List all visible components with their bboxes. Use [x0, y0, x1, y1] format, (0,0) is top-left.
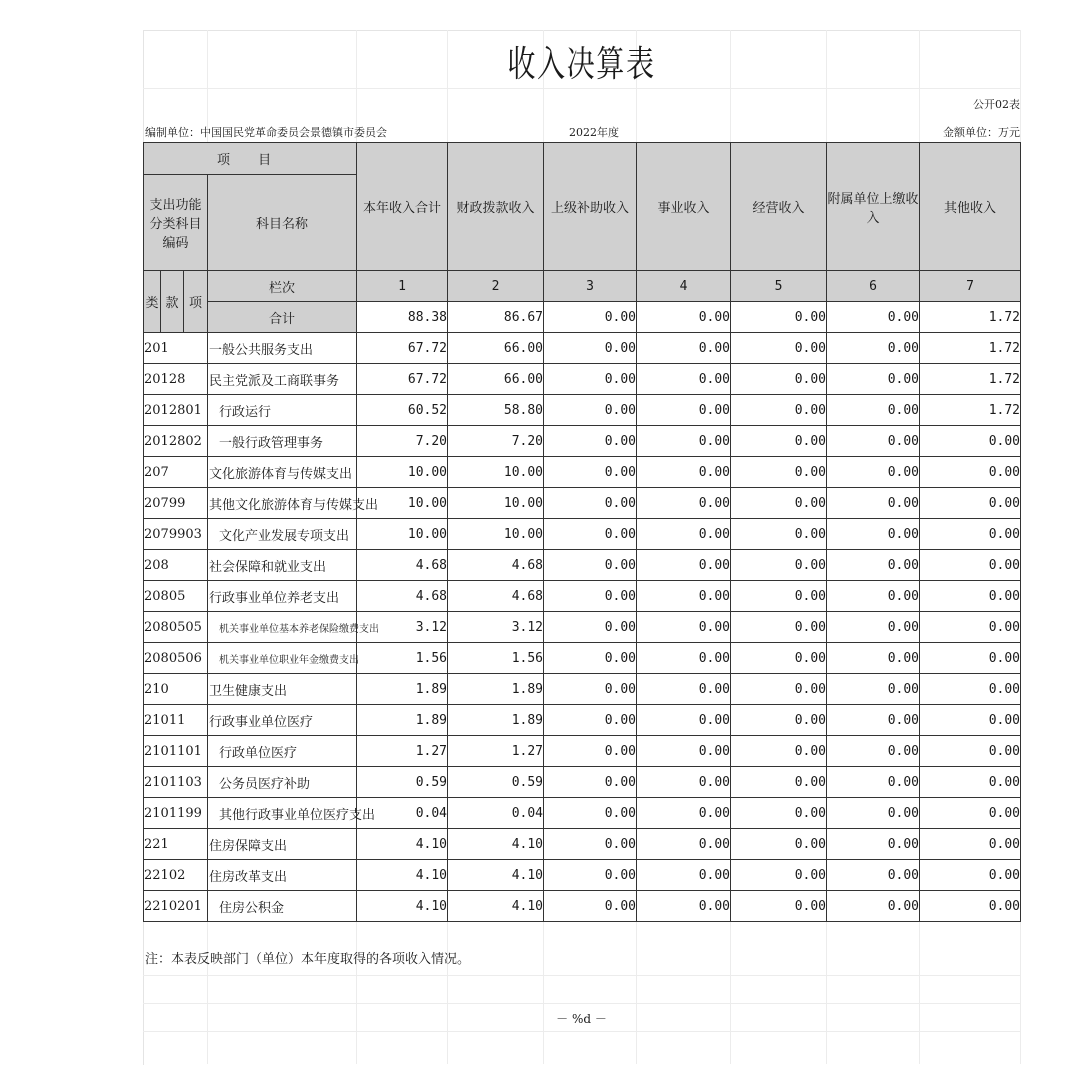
row-value: 0.00	[827, 767, 920, 798]
row-value: 0.00	[637, 550, 731, 581]
row-code: 22102	[144, 860, 208, 891]
row-value: 0.00	[637, 333, 731, 364]
gridline	[143, 975, 1020, 976]
page-number: － %d －	[556, 1012, 607, 1026]
row-value: 0.00	[544, 767, 637, 798]
row-value: 0.00	[920, 891, 1021, 922]
row-value: 0.00	[637, 829, 731, 860]
row-value: 10.00	[357, 488, 448, 519]
row-value: 0.00	[827, 798, 920, 829]
row-value: 0.00	[637, 767, 731, 798]
total-value: 1.72	[920, 302, 1021, 333]
row-value: 58.80	[448, 395, 544, 426]
row-code: 2101103	[144, 767, 208, 798]
row-value: 0.00	[920, 581, 1021, 612]
row-value: 4.68	[357, 581, 448, 612]
row-value: 1.56	[357, 643, 448, 674]
row-code: 20805	[144, 581, 208, 612]
total-value: 0.00	[731, 302, 827, 333]
table-row	[144, 736, 1021, 767]
row-value: 3.12	[448, 612, 544, 643]
table-note: 注：本表反映部门（单位）本年度取得的各项收入情况。	[145, 952, 471, 967]
table-row	[144, 550, 1021, 581]
row-value: 4.10	[448, 891, 544, 922]
table-row	[144, 612, 1021, 643]
row-subject-name: 文化产业发展专项支出	[208, 519, 357, 550]
row-value: 1.27	[448, 736, 544, 767]
compiling-unit: 编制单位：中国国民党革命委员会景德镇市委员会	[145, 126, 387, 139]
row-value: 0.00	[920, 488, 1021, 519]
total-value: 0.00	[637, 302, 731, 333]
header-lei: 类	[144, 271, 161, 333]
header-col-7: 其他收入	[920, 143, 1021, 271]
table-row	[144, 333, 1021, 364]
row-value: 0.00	[637, 891, 731, 922]
row-value: 10.00	[357, 457, 448, 488]
row-value: 0.00	[544, 829, 637, 860]
row-subject-name: 住房公积金	[208, 891, 357, 922]
table-row	[144, 488, 1021, 519]
row-subject-name: 机关事业单位职业年金缴费支出	[208, 643, 357, 674]
row-value: 0.00	[827, 395, 920, 426]
row-value: 1.89	[357, 705, 448, 736]
row-value: 4.10	[357, 829, 448, 860]
row-value: 0.00	[827, 674, 920, 705]
row-code: 208	[144, 550, 208, 581]
row-value: 7.20	[357, 426, 448, 457]
row-code: 20799	[144, 488, 208, 519]
income-table	[143, 142, 1021, 922]
row-value: 0.00	[637, 364, 731, 395]
row-value: 10.00	[448, 488, 544, 519]
table-row	[144, 426, 1021, 457]
row-value: 0.00	[637, 798, 731, 829]
row-code: 2012802	[144, 426, 208, 457]
row-value: 4.68	[448, 581, 544, 612]
row-value: 10.00	[448, 457, 544, 488]
header-func-code: 支出功能分类科目编码	[144, 175, 208, 271]
column-index: 3	[544, 271, 637, 302]
row-value: 7.20	[448, 426, 544, 457]
row-value: 0.00	[920, 798, 1021, 829]
row-value: 0.00	[544, 736, 637, 767]
table-row	[144, 395, 1021, 426]
table-row	[144, 643, 1021, 674]
row-value: 0.00	[920, 550, 1021, 581]
row-code: 21011	[144, 705, 208, 736]
row-value: 1.89	[357, 674, 448, 705]
row-value: 4.10	[357, 860, 448, 891]
row-value: 66.00	[448, 364, 544, 395]
row-value: 0.00	[637, 581, 731, 612]
row-value: 0.00	[544, 550, 637, 581]
row-code: 2210201	[144, 891, 208, 922]
column-index: 5	[731, 271, 827, 302]
row-value: 0.00	[731, 798, 827, 829]
row-value: 0.00	[637, 488, 731, 519]
row-code: 2101199	[144, 798, 208, 829]
row-value: 0.00	[827, 488, 920, 519]
total-label: 合计	[208, 302, 357, 333]
row-value: 0.00	[544, 581, 637, 612]
row-code: 2101101	[144, 736, 208, 767]
row-value: 0.00	[731, 364, 827, 395]
row-value: 0.00	[920, 612, 1021, 643]
header-col-3: 上级补助收入	[544, 143, 637, 271]
header-col-6: 附属单位上缴收入	[827, 143, 920, 271]
row-value: 60.52	[357, 395, 448, 426]
row-value: 0.00	[920, 767, 1021, 798]
row-subject-name: 行政事业单位养老支出	[208, 581, 357, 612]
row-value: 0.00	[827, 736, 920, 767]
header-lanci: 栏次	[208, 271, 357, 302]
row-value: 4.10	[357, 891, 448, 922]
row-code: 20128	[144, 364, 208, 395]
row-value: 0.00	[731, 705, 827, 736]
row-value: 0.00	[827, 860, 920, 891]
row-value: 0.00	[827, 426, 920, 457]
row-value: 0.00	[731, 767, 827, 798]
row-value: 0.00	[731, 457, 827, 488]
row-value: 0.00	[827, 581, 920, 612]
row-subject-name: 住房改革支出	[208, 860, 357, 891]
row-code: 2012801	[144, 395, 208, 426]
row-subject-name: 一般公共服务支出	[208, 333, 357, 364]
row-value: 0.00	[731, 643, 827, 674]
row-value: 0.00	[731, 891, 827, 922]
column-index: 7	[920, 271, 1021, 302]
row-value: 0.00	[544, 798, 637, 829]
gridline	[143, 1031, 1020, 1032]
column-index: 2	[448, 271, 544, 302]
row-value: 0.00	[637, 457, 731, 488]
row-value: 66.00	[448, 333, 544, 364]
row-subject-name: 一般行政管理事务	[208, 426, 357, 457]
row-value: 0.04	[448, 798, 544, 829]
row-value: 1.72	[920, 364, 1021, 395]
total-value: 86.67	[448, 302, 544, 333]
table-row	[144, 581, 1021, 612]
row-value: 0.00	[544, 519, 637, 550]
row-value: 1.72	[920, 333, 1021, 364]
row-value: 0.00	[827, 333, 920, 364]
row-value: 1.27	[357, 736, 448, 767]
row-value: 0.00	[637, 643, 731, 674]
row-value: 0.00	[544, 705, 637, 736]
column-index: 4	[637, 271, 731, 302]
table-row	[144, 798, 1021, 829]
row-value: 0.00	[731, 519, 827, 550]
row-value: 67.72	[357, 333, 448, 364]
row-code: 221	[144, 829, 208, 860]
row-value: 0.00	[544, 488, 637, 519]
row-value: 0.00	[544, 643, 637, 674]
row-subject-name: 其他文化旅游体育与传媒支出	[208, 488, 357, 519]
row-code: 201	[144, 333, 208, 364]
header-kuan: 款	[161, 271, 184, 333]
table-row	[144, 767, 1021, 798]
gridline	[143, 1003, 1020, 1004]
row-value: 0.00	[827, 364, 920, 395]
row-value: 0.00	[731, 426, 827, 457]
row-value: 0.00	[731, 829, 827, 860]
table-row	[144, 674, 1021, 705]
row-value: 0.00	[920, 860, 1021, 891]
row-value: 0.00	[637, 736, 731, 767]
row-value: 0.00	[827, 457, 920, 488]
row-value: 0.00	[920, 674, 1021, 705]
row-value: 0.00	[731, 581, 827, 612]
header-col-4: 事业收入	[637, 143, 731, 271]
row-subject-name: 住房保障支出	[208, 829, 357, 860]
row-value: 0.00	[637, 519, 731, 550]
row-code: 2079903	[144, 519, 208, 550]
row-value: 0.00	[827, 705, 920, 736]
row-value: 0.00	[731, 488, 827, 519]
row-value: 0.00	[731, 860, 827, 891]
gridline	[143, 88, 1020, 89]
row-value: 0.00	[544, 426, 637, 457]
row-value: 4.68	[357, 550, 448, 581]
header-project: 项 目	[144, 143, 357, 175]
row-subject-name: 民主党派及工商联事务	[208, 364, 357, 395]
row-value: 4.10	[448, 829, 544, 860]
row-value: 1.72	[920, 395, 1021, 426]
row-value: 0.00	[544, 674, 637, 705]
row-value: 0.00	[637, 612, 731, 643]
row-value: 0.00	[544, 612, 637, 643]
header-col-5: 经营收入	[731, 143, 827, 271]
row-subject-name: 机关事业单位基本养老保险缴费支出	[208, 612, 357, 643]
row-subject-name: 行政单位医疗	[208, 736, 357, 767]
total-value: 0.00	[827, 302, 920, 333]
row-code: 210	[144, 674, 208, 705]
report-year: 2022年度	[569, 126, 619, 139]
row-subject-name: 行政事业单位医疗	[208, 705, 357, 736]
row-value: 0.00	[731, 550, 827, 581]
table-row	[144, 457, 1021, 488]
row-value: 0.00	[827, 519, 920, 550]
row-value: 0.00	[731, 612, 827, 643]
row-value: 4.68	[448, 550, 544, 581]
row-value: 0.00	[827, 891, 920, 922]
row-value: 0.00	[920, 643, 1021, 674]
table-row	[144, 891, 1021, 922]
row-value: 0.00	[827, 829, 920, 860]
form-code: 公开02表	[973, 98, 1020, 111]
page-title: 收入决算表	[507, 44, 656, 85]
total-value: 88.38	[357, 302, 448, 333]
row-subject-name: 文化旅游体育与传媒支出	[208, 457, 357, 488]
row-value: 0.59	[357, 767, 448, 798]
row-value: 0.00	[920, 519, 1021, 550]
column-index: 1	[357, 271, 448, 302]
table-body	[144, 333, 1021, 922]
row-value: 0.00	[827, 550, 920, 581]
row-code: 2080505	[144, 612, 208, 643]
row-value: 0.00	[544, 860, 637, 891]
row-value: 4.10	[448, 860, 544, 891]
total-value: 0.00	[544, 302, 637, 333]
table-row	[144, 705, 1021, 736]
row-value: 0.04	[357, 798, 448, 829]
row-value: 67.72	[357, 364, 448, 395]
row-value: 0.00	[920, 457, 1021, 488]
amount-unit: 金额单位：万元	[943, 126, 1020, 139]
row-value: 3.12	[357, 612, 448, 643]
row-subject-name: 公务员医疗补助	[208, 767, 357, 798]
row-subject-name: 卫生健康支出	[208, 674, 357, 705]
row-value: 0.00	[827, 612, 920, 643]
row-value: 0.00	[827, 643, 920, 674]
row-value: 0.00	[544, 457, 637, 488]
row-value: 0.00	[637, 860, 731, 891]
row-subject-name: 社会保障和就业支出	[208, 550, 357, 581]
row-value: 0.00	[637, 426, 731, 457]
row-value: 1.89	[448, 674, 544, 705]
row-value: 1.89	[448, 705, 544, 736]
row-value: 0.00	[731, 736, 827, 767]
row-value: 0.00	[920, 829, 1021, 860]
row-value: 0.59	[448, 767, 544, 798]
report-meta	[143, 122, 1020, 140]
row-subject-name: 行政运行	[208, 395, 357, 426]
row-value: 0.00	[637, 395, 731, 426]
row-value: 0.00	[544, 364, 637, 395]
row-value: 0.00	[920, 426, 1021, 457]
row-value: 0.00	[731, 333, 827, 364]
row-code: 2080506	[144, 643, 208, 674]
row-value: 0.00	[920, 705, 1021, 736]
row-value: 10.00	[357, 519, 448, 550]
row-value: 10.00	[448, 519, 544, 550]
row-value: 0.00	[544, 333, 637, 364]
table-row	[144, 364, 1021, 395]
row-value: 0.00	[731, 674, 827, 705]
table-row	[144, 860, 1021, 891]
row-value: 0.00	[544, 891, 637, 922]
row-value: 0.00	[920, 736, 1021, 767]
row-subject-name: 其他行政事业单位医疗支出	[208, 798, 357, 829]
header-xiang: 项	[184, 271, 208, 333]
table-row	[144, 829, 1021, 860]
row-value: 0.00	[637, 674, 731, 705]
column-index: 6	[827, 271, 920, 302]
header-col-2: 财政拨款收入	[448, 143, 544, 271]
header-subject-name: 科目名称	[208, 175, 357, 271]
row-value: 0.00	[731, 395, 827, 426]
row-value: 0.00	[637, 705, 731, 736]
row-code: 207	[144, 457, 208, 488]
row-value: 0.00	[544, 395, 637, 426]
header-col-1: 本年收入合计	[357, 143, 448, 271]
table-row	[144, 519, 1021, 550]
row-value: 1.56	[448, 643, 544, 674]
